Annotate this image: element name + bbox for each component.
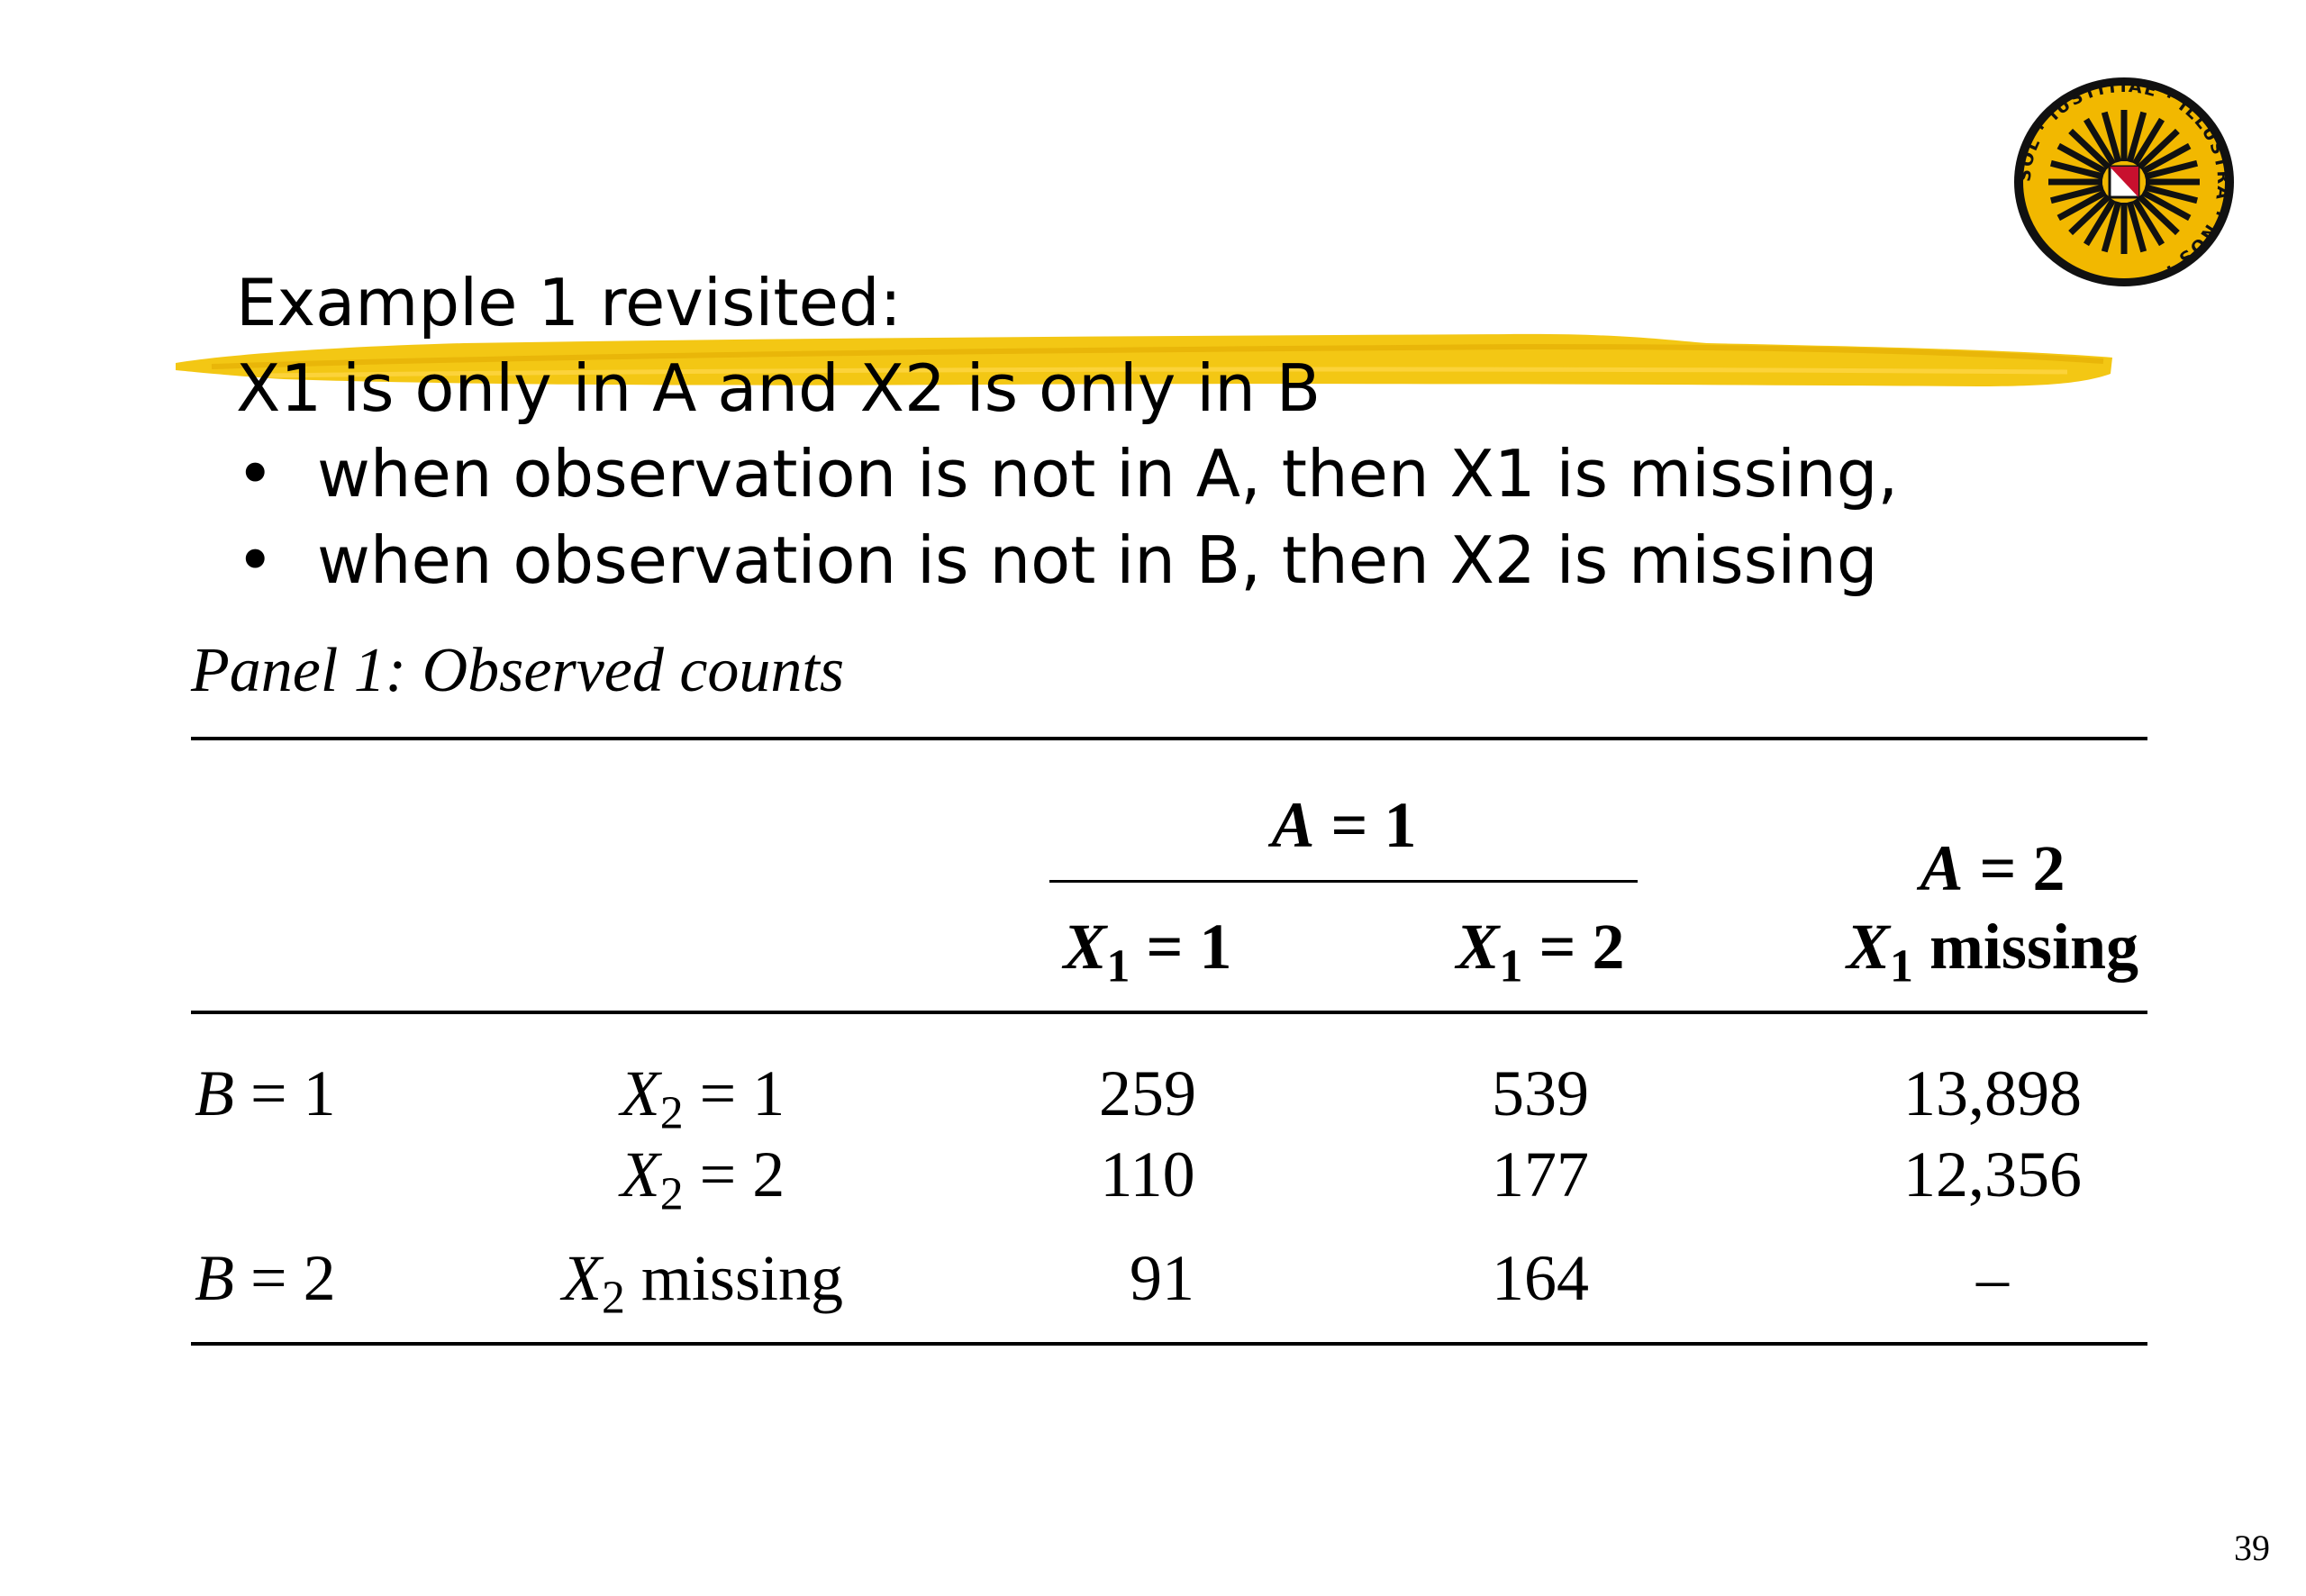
table-cell: 539 xyxy=(1492,1057,1589,1129)
group-header-a1: A = 1 xyxy=(1271,789,1417,861)
bullet-symbol: • xyxy=(236,522,275,598)
bullet-text: when observation is not in B, then X2 is missing xyxy=(317,522,1878,598)
table-cell: 259 xyxy=(1099,1057,1196,1129)
page-number: 39 xyxy=(2234,1528,2270,1568)
column-header-x1-1: $X_1 = 1$ xyxy=(1063,911,1232,993)
table-cell: 164 xyxy=(1492,1242,1589,1314)
table-cell: 12,356 xyxy=(1903,1138,2082,1211)
row-label-b2: B = 2 xyxy=(195,1242,336,1314)
bullet-item xyxy=(236,436,1899,512)
row-label-b1: B = 1 xyxy=(195,1057,336,1129)
table-header-rule xyxy=(191,1011,2147,1014)
table-top-rule xyxy=(191,737,2147,740)
row-label-x2-1: $X_2 = 1$ xyxy=(620,1057,785,1139)
column-header-x1-2: $X_1 = 2$ xyxy=(1456,911,1625,993)
bullet-item xyxy=(236,522,1878,598)
slide-title-line1: Example 1 revisited: xyxy=(236,265,902,340)
seal-ring-text: SOL · IUSTITIAE · ILLUSTRA · NOS · xyxy=(2014,76,2234,278)
table-cell: 177 xyxy=(1492,1138,1589,1211)
row-label-x2-2: $X_2 = 2$ xyxy=(620,1138,785,1220)
university-seal-logo xyxy=(2011,74,2238,290)
table-bottom-rule xyxy=(191,1342,2147,1346)
slide-title-line2: X1 is only in A and X2 is only in B xyxy=(236,350,1321,426)
table-cell: 91 xyxy=(1130,1242,1194,1314)
column-header-x1-missing: $X_1$ missing xyxy=(1846,911,2139,993)
university-seal-icon xyxy=(2011,74,2238,290)
table-cell: 110 xyxy=(1100,1138,1195,1211)
group-header-rule xyxy=(1049,880,1638,883)
panel-caption: Panel 1: Observed counts xyxy=(191,636,845,705)
bullet-text: when observation is not in A, then X1 is missing, xyxy=(317,436,1899,512)
table-cell-empty: – xyxy=(1976,1242,2009,1314)
bullet-symbol: • xyxy=(236,436,275,512)
table-cell: 13,898 xyxy=(1903,1057,2082,1129)
row-label-x2-missing: $X_2$ missing xyxy=(562,1242,843,1324)
group-header-a2: A = 2 xyxy=(1920,832,2065,904)
